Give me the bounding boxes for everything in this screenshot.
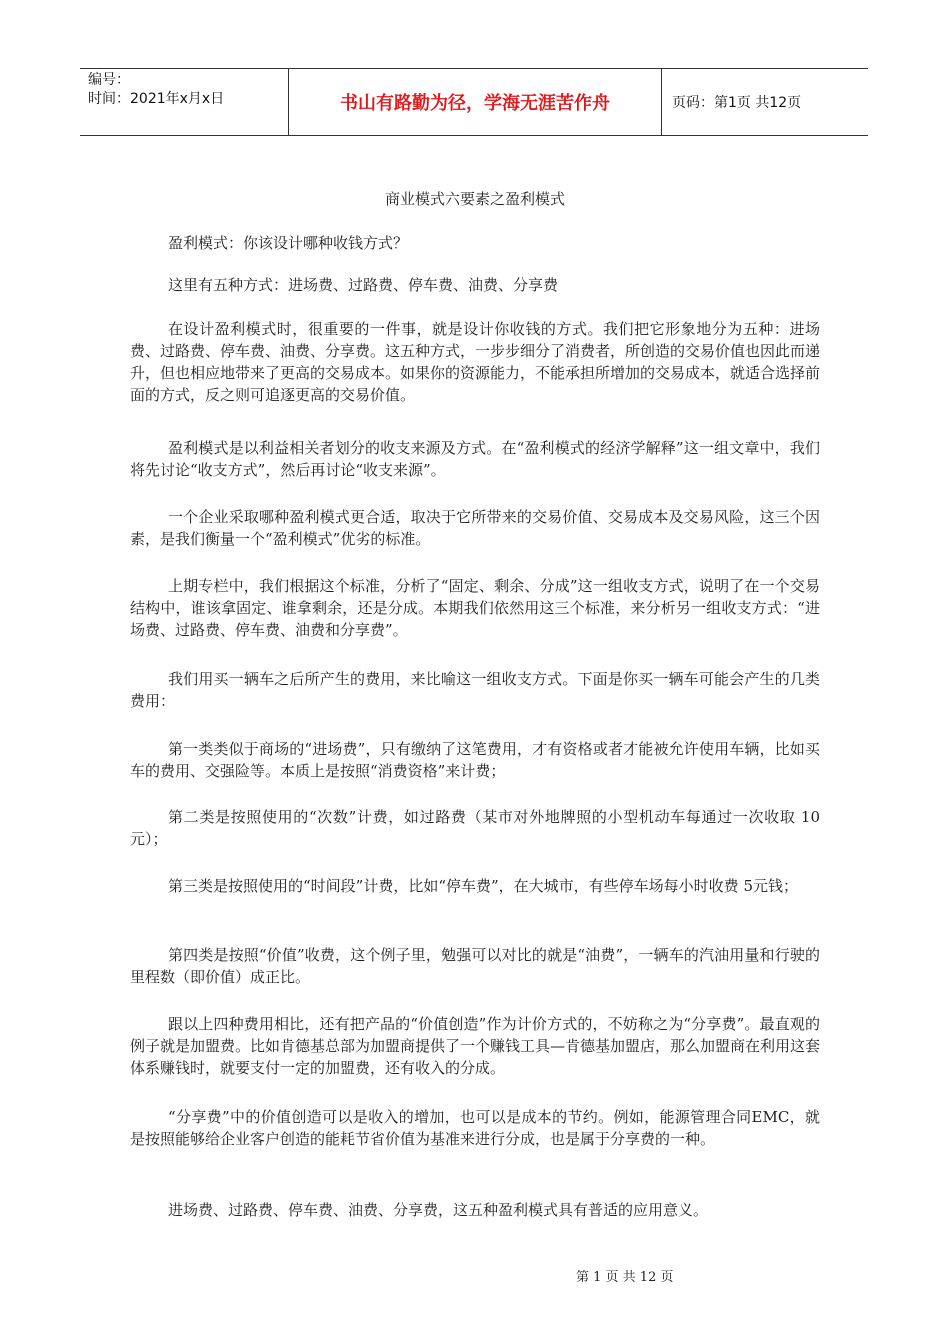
paragraph: 第三类是按照使用的“时间段”计费，比如“停车费”，在大城市，有些停车场每小时收费 5元钱； (168, 877, 798, 895)
header-page-info: 页码：第1页 共12页 (672, 95, 802, 111)
paragraph: 第四类是按照“价值”收费，这个例子里，勉强可以对比的就是“油费”，一辆车的汽油用量和行驶的里程数（即价值）成正比。 (130, 946, 820, 986)
paragraph: 盈利模式是以利益相关者划分的收支来源及方式。在“盈利模式的经济学解释”这一组文章中，我们将先讨论“收支方式”，然后再讨论“收支来源”。 (130, 439, 820, 479)
header-meta (80, 69, 288, 135)
serial-number-label: 编号： (88, 72, 130, 88)
page-footer: 第 1 页 共 12 页 (576, 1270, 674, 1285)
paragraph: 第一类类似于商场的“进场费”，只有缴纳了这笔费用，才有资格或者才能被允许使用车辆，比如买车的费用、交强险等。本质上是按照“消费资格”来计费； (130, 740, 820, 780)
paragraph: 我们用买一辆车之后所产生的费用，来比喻这一组收支方式。下面是你买一辆车可能会产生的几类费用： (130, 670, 820, 710)
date-label: 时间：2021年x月x日 (88, 91, 225, 107)
document-header (80, 68, 868, 136)
paragraph: 这里有五种方式：进场费、过路费、停车费、油费、分享费 (168, 276, 559, 294)
document-title: 商业模式六要素之盈利模式 (384, 190, 565, 208)
paragraph: 一个企业采取哪种盈利模式更合适，取决于它所带来的交易价值、交易成本及交易风险，这三个因素，是我们衡量一个“盈利模式”优劣的标准。 (130, 508, 820, 548)
paragraph: 在设计盈利模式时，很重要的一件事，就是设计你收钱的方式。我们把它形象地分为五种：进场费、过路费、停车费、油费、分享费。这五种方式，一步步细分了消费者，所创造的交易价值也因此而递升，但也相应地带来了更高的交易成本。如果你的资源能力，不能承担所增加的交易成本，就适合选择前面的方式，反之则可追逐更高的交易价值。 (130, 320, 821, 404)
header-motto: 书山有路勤为径，学海无涯苦作舟 (288, 69, 662, 135)
paragraph: 进场费、过路费、停车费、油费、分享费，这五种盈利模式具有普适的应用意义。 (168, 1201, 709, 1219)
paragraph: 上期专栏中，我们根据这个标准，分析了“固定、剩余、分成”这一组收支方式，说明了在一个交易结构中，谁该拿固定、谁拿剩余，还是分成。本期我们依然用这三个标准，来分析另一组收支方式：“进场费、过路费、停车费、油费和分享费”。 (130, 577, 820, 639)
paragraph: 跟以上四种费用相比，还有把产品的“价值创造”作为计价方式的，不妨称之为“分享费”。最直观的例子就是加盟费。比如肯德基总部为加盟商提供了一个赚钱工具—肯德基加盟店，那么加盟商在利用这套体系赚钱时，就要支付一定的加盟费，还有收入的分成。 (130, 1015, 821, 1077)
paragraph: 盈利模式：你该设计哪种收钱方式？ (168, 234, 409, 252)
paragraph: 第二类是按照使用的“次数”计费，如过路费（某市对外地牌照的小型机动车每通过一次收取 10元）； (130, 808, 820, 848)
paragraph: “分享费”中的价值创造可以是收入的增加，也可以是成本的节约。例如，能源管理合同EMC，就是按照能够给企业客户创造的能耗节省价值为基准来进行分成，也是属于分享费的一种。 (130, 1108, 820, 1148)
